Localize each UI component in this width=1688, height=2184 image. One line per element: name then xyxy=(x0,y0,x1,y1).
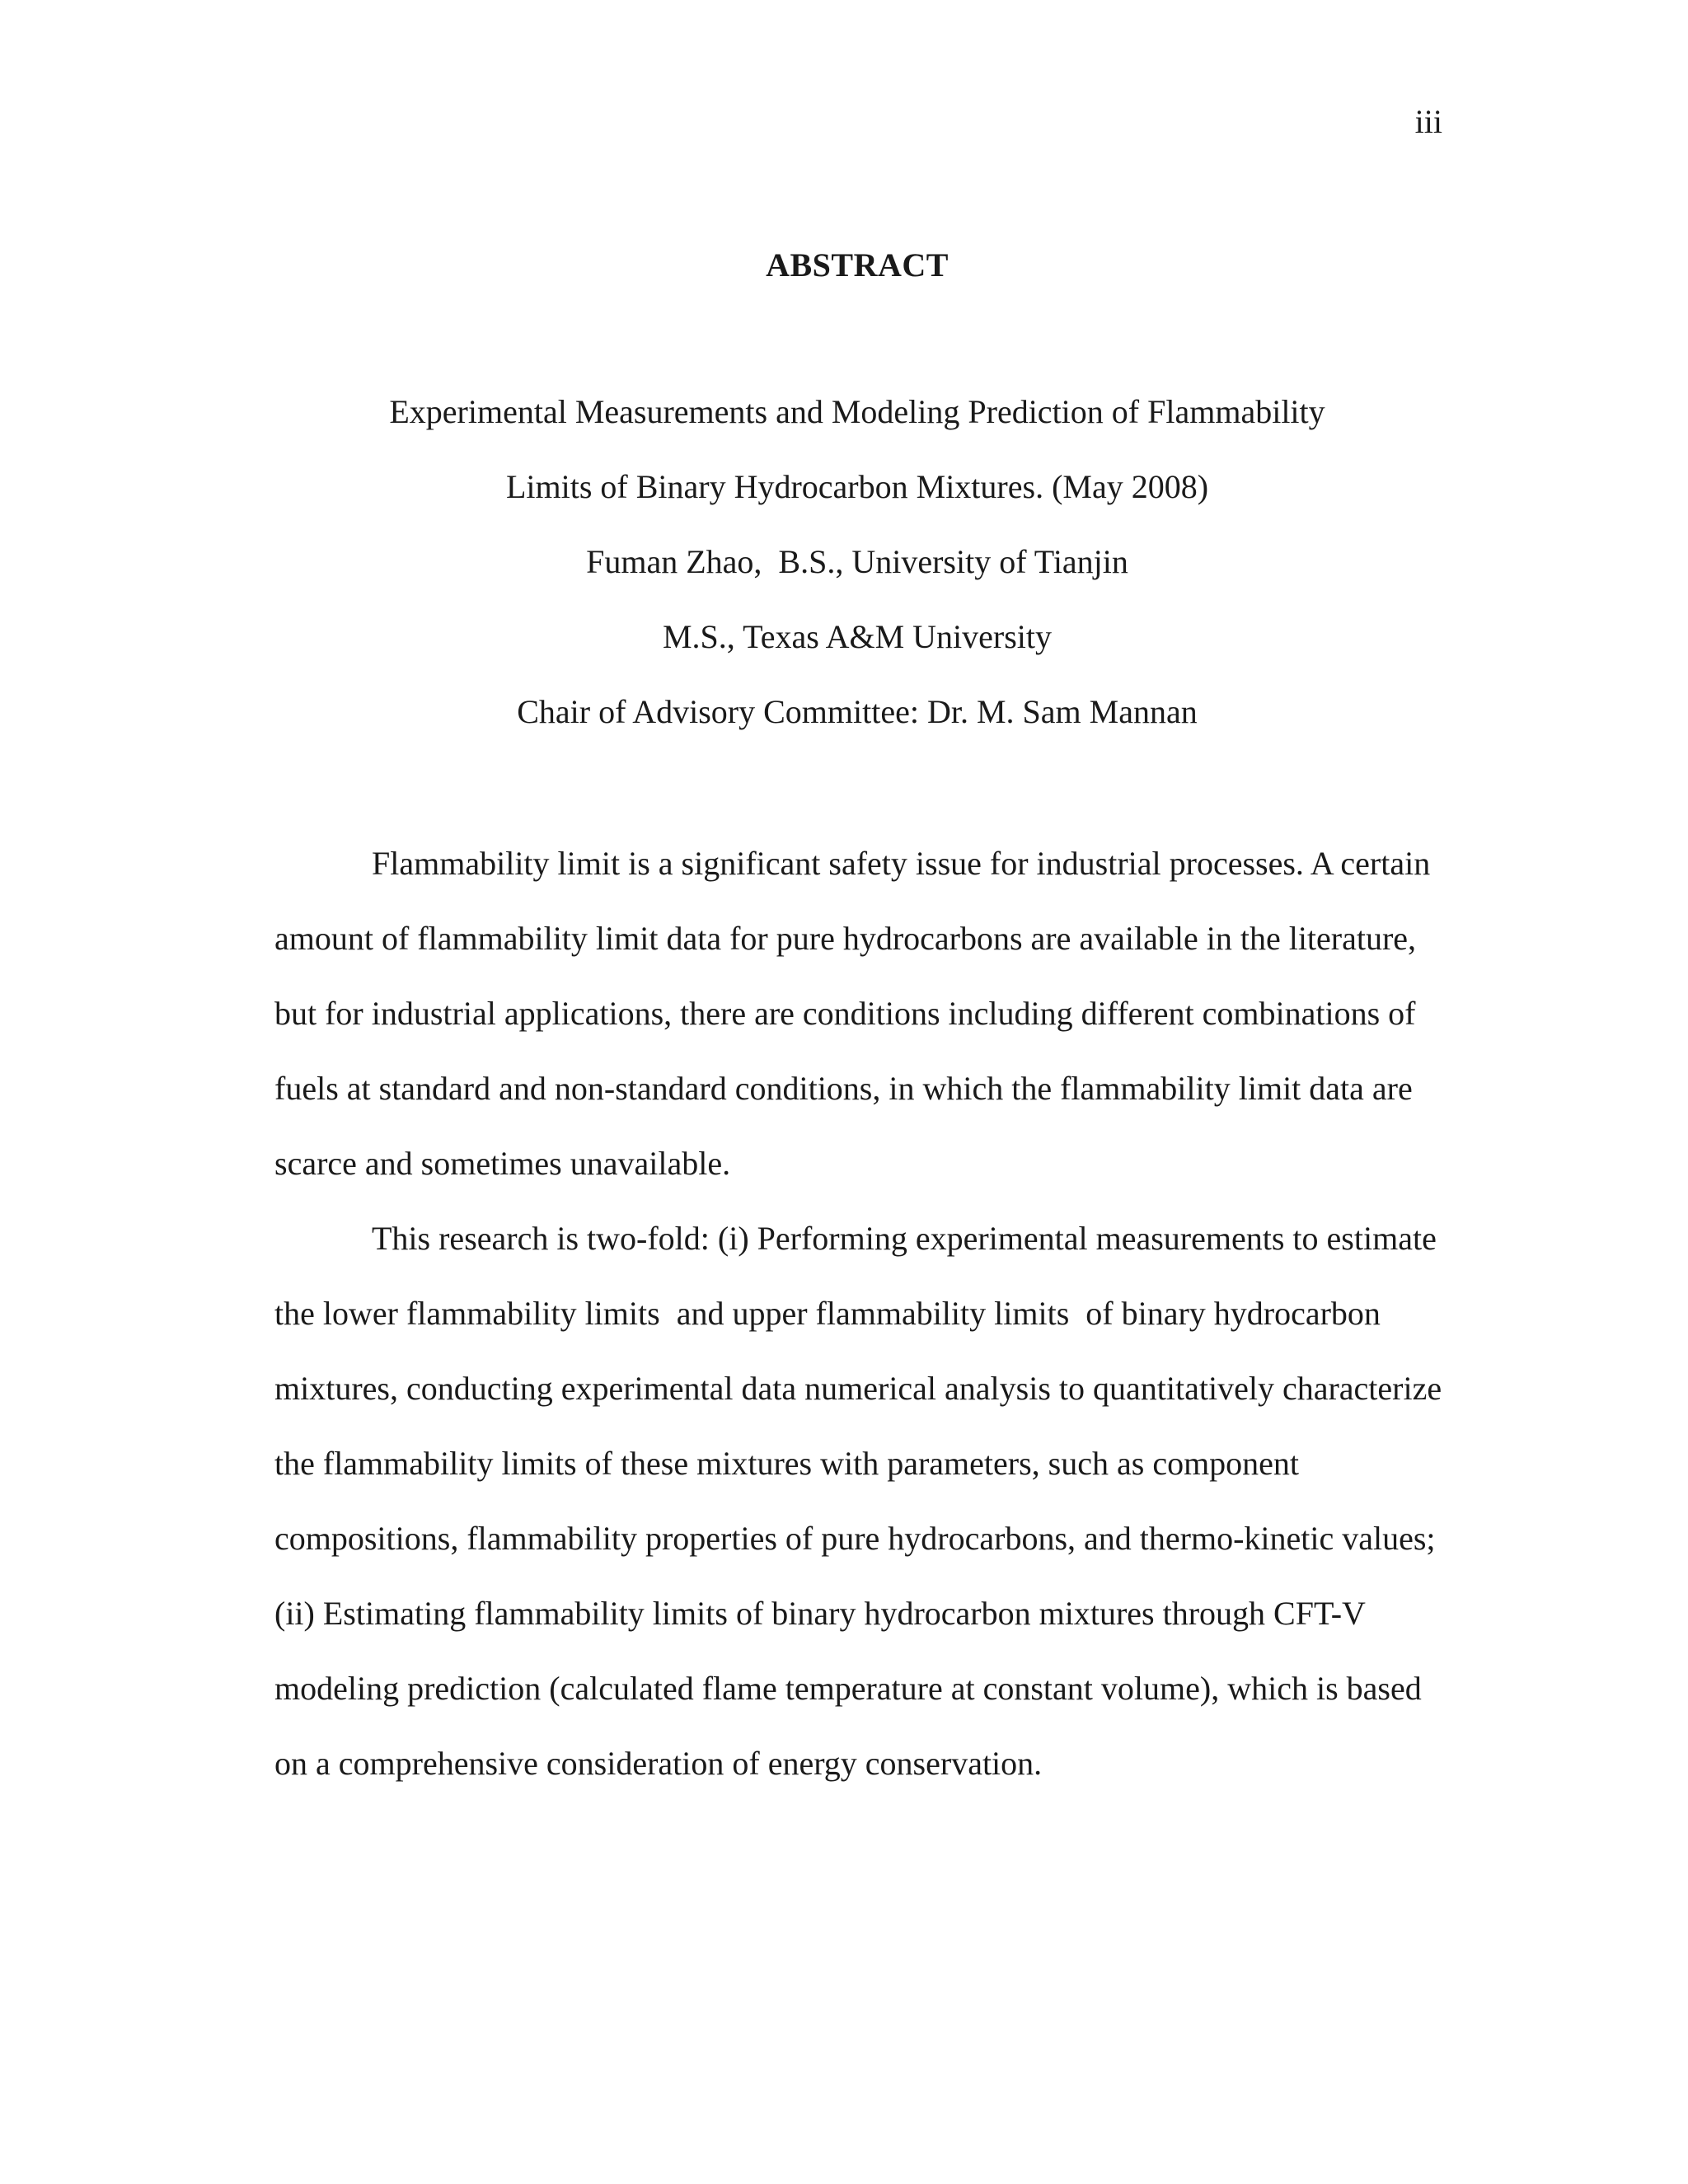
degree-line: M.S., Texas A&M University xyxy=(662,618,1053,655)
paragraph-1-line: scarce and sometimes unavailable. xyxy=(274,1145,731,1182)
paragraph-1-line: fuels at standard and non-standard conditions, in which the flammability limit data are xyxy=(274,1070,1413,1107)
paragraph-2-line: compositions, flammability properties of pure hydrocarbons, and thermo-kinetic values; xyxy=(274,1520,1436,1557)
paragraph-2-line: modeling prediction (calculated flame temperature at constant volume), which is based xyxy=(274,1670,1422,1707)
paragraph-1-line: but for industrial applications, there are conditions including different combinations of xyxy=(274,995,1416,1032)
paragraph-2-line: on a comprehensive consideration of energy conservation. xyxy=(274,1745,1043,1782)
paragraph-2-line: the lower flammability limits and upper flammability limits of binary hydrocarbon xyxy=(274,1295,1381,1332)
paragraph-1-line: Flammability limit is a significant safety issue for industrial processes. A certain xyxy=(372,845,1431,882)
page-number: iii xyxy=(1414,103,1442,140)
paragraph-1-line: amount of flammability limit data for pure hydrocarbons are available in the literature, xyxy=(274,920,1417,957)
abstract-body xyxy=(274,839,1445,1814)
paragraph-2-line: the flammability limits of these mixtures with parameters, such as component xyxy=(274,1445,1300,1482)
thesis-title-line-2: Limits of Binary Hydrocarbon Mixtures. (May 2008) xyxy=(505,468,1209,505)
committee-chair-line: Chair of Advisory Committee: Dr. M. Sam Mannan xyxy=(517,693,1198,730)
author-line: Fuman Zhao, B.S., University of Tianjin xyxy=(586,543,1128,580)
paragraph-2-line: mixtures, conducting experimental data numerical analysis to quantitatively characterize xyxy=(274,1370,1442,1407)
abstract-heading: ABSTRACT xyxy=(766,246,949,284)
paragraph-2-line: (ii) Estimating flammability limits of binary hydrocarbon mixtures through CFT-V xyxy=(274,1595,1366,1632)
thesis-title-line-1: Experimental Measurements and Modeling Prediction of Flammability xyxy=(389,393,1325,430)
title-block xyxy=(0,387,1688,762)
paragraph-2-line: This research is two-fold: (i) Performing experimental measurements to estimate xyxy=(372,1220,1437,1257)
